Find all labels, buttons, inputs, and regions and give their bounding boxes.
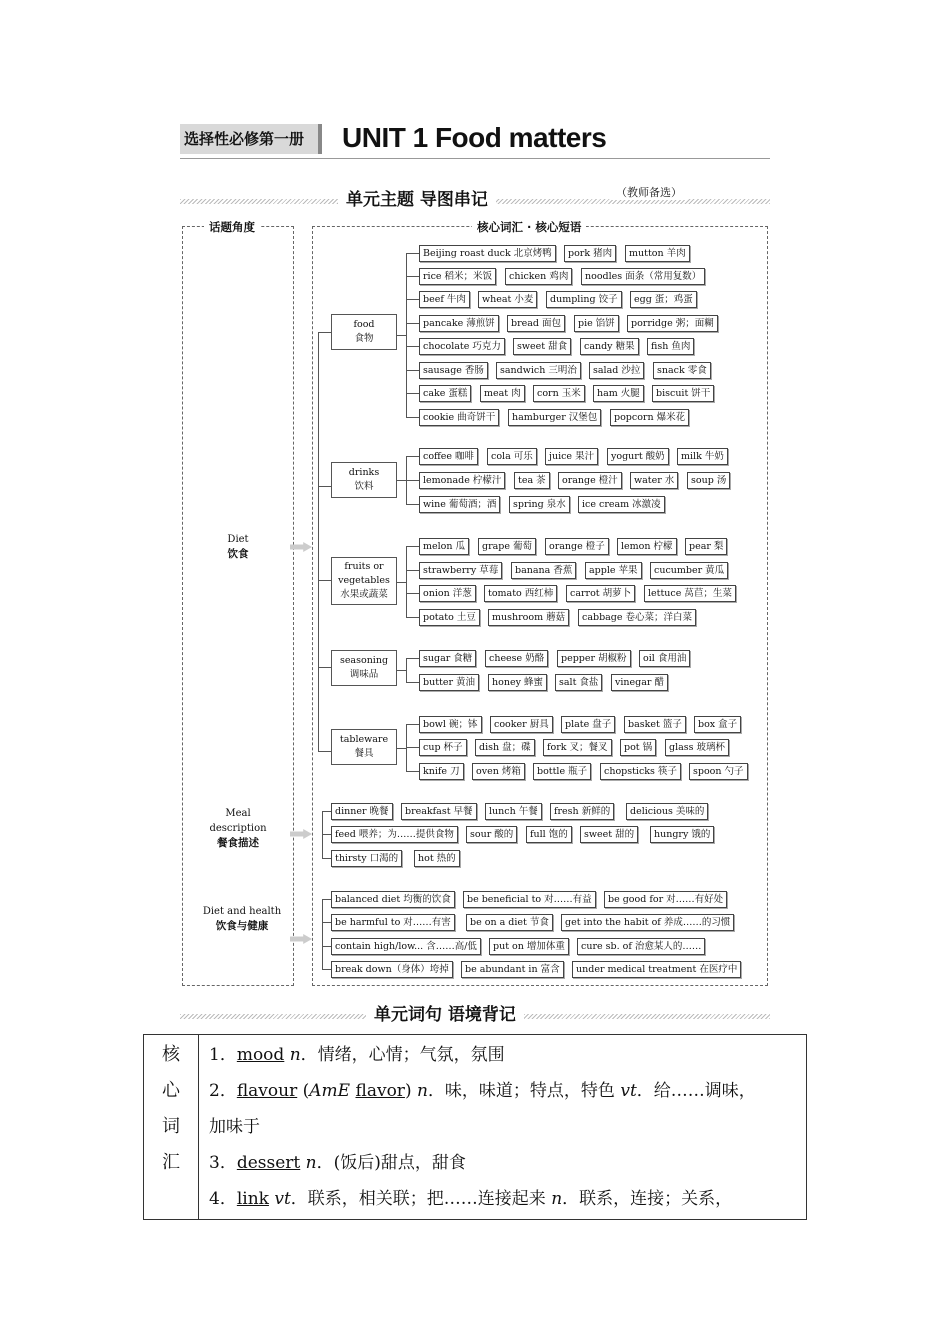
word-box: tea 茶 <box>514 472 550 489</box>
headword: dessert <box>236 1153 301 1173</box>
row-tick <box>406 393 419 394</box>
word-box: dumpling 饺子 <box>546 291 622 308</box>
word-box: full 饱的 <box>526 826 572 843</box>
word-box: lemon 柠檬 <box>617 538 677 555</box>
row-tick <box>322 834 331 835</box>
word-box: biscuit 饼干 <box>652 385 714 402</box>
category-zh: 食物 <box>354 333 374 344</box>
word-box: milk 牛奶 <box>677 448 728 465</box>
category-drinks <box>331 462 397 498</box>
word-box: orange 橙子 <box>545 538 609 555</box>
word-box: bowl 碗；钵 <box>419 716 482 733</box>
word-box: pear 梨 <box>685 538 727 555</box>
connector <box>397 670 406 671</box>
word-box: cooker 厨具 <box>490 716 553 733</box>
category-tableware <box>331 729 397 765</box>
row-tick <box>406 593 419 594</box>
meal-bracket <box>322 812 323 858</box>
category-seasoning <box>331 650 397 686</box>
word-box: box 盒子 <box>694 716 741 733</box>
bracket-tick <box>318 580 331 581</box>
topic-panel-label: 话题角度 <box>204 219 260 235</box>
headword: mood <box>236 1045 285 1065</box>
word-box: cucumber 黄瓜 <box>650 562 728 579</box>
category-zh: 调味品 <box>349 669 379 680</box>
word-box: oil 食用油 <box>639 650 690 667</box>
section1-heading <box>338 185 496 210</box>
word-box: sandwich 三明治 <box>496 362 581 379</box>
vocab-table <box>143 1034 807 1220</box>
section2-heading <box>366 1000 524 1025</box>
word-box: knife 刀 <box>419 763 464 780</box>
headword: flavour <box>236 1081 298 1101</box>
word-box: be good for 对……有好处 <box>604 891 727 908</box>
vocab-entries <box>199 1035 807 1220</box>
word-box: plate 盘子 <box>561 716 615 733</box>
word-box: feed 喂养；为……提供食物 <box>331 826 458 843</box>
word-box: lunch 午餐 <box>485 803 542 820</box>
word-box: ice cream 冰激凌 <box>578 496 665 513</box>
row-tick <box>406 546 419 547</box>
row-tick <box>322 858 331 859</box>
word-box: fresh 新鲜的 <box>550 803 614 820</box>
word-box: juice 果汁 <box>545 448 598 465</box>
word-box: pie 馅饼 <box>574 315 619 332</box>
side-char: 心 <box>162 1080 180 1101</box>
word-box: sweet 甜食 <box>513 338 571 355</box>
word-box: hungry 饿的 <box>650 826 714 843</box>
word-box: fork 叉；餐叉 <box>543 739 612 756</box>
word-box: popcorn 爆米花 <box>610 409 689 426</box>
row-tick <box>406 771 419 772</box>
topic-en: Meal description <box>209 808 267 834</box>
word-box: thirsty 口渴的 <box>331 850 402 867</box>
row-tick <box>406 480 419 481</box>
row-tick <box>322 922 331 923</box>
category-en: tableware <box>339 734 389 745</box>
word-box: Beijing roast duck 北京烤鸭 <box>419 245 556 262</box>
side-char: 汇 <box>162 1152 180 1173</box>
book-badge: 选择性必修第一册 <box>180 124 322 154</box>
word-box: oven 烤箱 <box>472 763 525 780</box>
word-box: spring 泉水 <box>509 496 570 513</box>
word-box: pork 猪肉 <box>564 245 616 262</box>
row-tick <box>406 658 419 659</box>
word-box: snack 零食 <box>653 362 711 379</box>
word-box: egg 蛋；鸡蛋 <box>630 291 697 308</box>
row-tick <box>406 253 419 254</box>
word-box: delicious 美味的 <box>626 803 708 820</box>
word-box: wine 葡萄酒；酒 <box>419 496 500 513</box>
word-box: chicken 鸡肉 <box>505 268 572 285</box>
row-tick <box>406 724 419 725</box>
word-box: banana 香蕉 <box>511 562 576 579</box>
vocab-entry: 2．flavour (AmE flavor) n．味，味道；特点，特色 vt．给……调味， <box>209 1081 756 1101</box>
topic-zh: 饮食与健康 <box>215 920 269 932</box>
unit-title: UNIT 1 Food matters <box>342 122 607 153</box>
row-tick <box>406 747 419 748</box>
category-zh: 餐具 <box>354 748 374 759</box>
word-box: soup 汤 <box>687 472 730 489</box>
vocab-panel-label: 核心词汇 · 核心短语 <box>472 219 586 235</box>
row-tick <box>322 811 331 812</box>
word-box: ham 火腿 <box>593 385 644 402</box>
category-food <box>331 314 397 350</box>
word-box: salad 沙拉 <box>589 362 644 379</box>
section2-title: 单元词句 语境背记 <box>366 1005 524 1025</box>
word-box: dish 盘；碟 <box>475 739 535 756</box>
word-box: hot 热的 <box>414 850 460 867</box>
row-tick <box>406 504 419 505</box>
word-box: glass 玻璃杯 <box>665 739 729 756</box>
health-bracket <box>322 899 323 969</box>
word-box: cake 蛋糕 <box>419 385 471 402</box>
row-tick <box>406 617 419 618</box>
category-zh: 饮料 <box>354 481 374 492</box>
word-box: be harmful to 对……有害 <box>331 914 455 931</box>
side-char: 词 <box>162 1116 180 1137</box>
word-group-bracket <box>406 658 407 682</box>
word-box: carrot 胡萝卜 <box>566 585 635 602</box>
word-box: yogurt 酸奶 <box>607 448 669 465</box>
word-box: sour 酸的 <box>466 826 517 843</box>
word-box: under medical treatment 在医疗中 <box>572 961 741 978</box>
row-tick <box>406 570 419 571</box>
word-box: water 水 <box>630 472 678 489</box>
word-box: be beneficial to 对……有益 <box>463 891 596 908</box>
word-box: wheat 小麦 <box>478 291 537 308</box>
word-box: strawberry 草莓 <box>419 562 502 579</box>
word-box: melon 瓜 <box>419 538 469 555</box>
word-box: corn 玉米 <box>533 385 585 402</box>
word-box: lemonade 柠檬汁 <box>419 472 505 489</box>
word-box: break down（身体）垮掉 <box>331 961 453 978</box>
word-box: honey 蜂蜜 <box>488 674 547 691</box>
word-box: rice 稻米；米饭 <box>419 268 496 285</box>
word-box: breakfast 早餐 <box>401 803 477 820</box>
header-divider <box>180 158 770 159</box>
vocab-entry: 4．link vt．联系，相关联；把……连接起来 n．联系，连接；关系， <box>209 1189 733 1209</box>
word-box: cookie 曲奇饼干 <box>419 409 499 426</box>
topic-en: Diet and health <box>202 906 282 917</box>
word-box: tomato 西红柿 <box>484 585 557 602</box>
vocab-entry: 3．dessert n．(饭后)甜点，甜食 <box>209 1153 466 1173</box>
bracket-tick <box>318 486 331 487</box>
word-box: chocolate 巧克力 <box>419 338 505 355</box>
topic-zh: 饮食 <box>227 548 249 560</box>
word-box: sugar 食糖 <box>419 650 476 667</box>
category-en: food <box>353 319 375 330</box>
word-box: sausage 香肠 <box>419 362 488 379</box>
word-box: apple 苹果 <box>585 562 642 579</box>
word-box: noodles 面条（常用复数） <box>581 268 705 285</box>
vocab-side-label <box>144 1035 199 1220</box>
word-group-bracket <box>406 546 407 617</box>
word-box: be abundant in 富含 <box>461 961 564 978</box>
bracket-tick <box>318 667 331 668</box>
connector <box>397 582 406 583</box>
word-box: hamburger 汉堡包 <box>508 409 601 426</box>
row-tick <box>406 299 419 300</box>
word-box: vinegar 醋 <box>611 674 668 691</box>
category-zh: 水果或蔬菜 <box>340 589 388 600</box>
word-box: basket 篮子 <box>624 716 686 733</box>
word-box: salt 食盐 <box>555 674 602 691</box>
row-tick <box>406 682 419 683</box>
row-tick <box>322 969 331 970</box>
word-box: coffee 咖啡 <box>419 448 478 465</box>
word-box: fish 鱼肉 <box>647 338 694 355</box>
topic-zh: 餐食描述 <box>217 837 259 849</box>
word-box: beef 牛肉 <box>419 291 470 308</box>
row-tick <box>322 946 331 947</box>
word-box: be on a diet 节食 <box>466 914 553 931</box>
word-box: candy 糖果 <box>580 338 639 355</box>
headword: link <box>236 1189 269 1209</box>
word-box: butter 黄油 <box>419 674 479 691</box>
word-box: spoon 勺子 <box>689 763 748 780</box>
category-en: seasoning <box>339 655 389 666</box>
word-box: balanced diet 均衡的饮食 <box>331 891 455 908</box>
row-tick <box>406 456 419 457</box>
row-tick <box>406 323 419 324</box>
word-box: contain high/low... 含……高/低 <box>331 938 481 955</box>
word-box: grape 葡萄 <box>478 538 536 555</box>
word-box: potato 土豆 <box>419 609 480 626</box>
bracket-tick <box>318 332 331 333</box>
row-tick <box>406 346 419 347</box>
word-box: porridge 粥；面糊 <box>627 315 718 332</box>
word-box: bottle 瓶子 <box>533 763 591 780</box>
word-box: cheese 奶酪 <box>485 650 548 667</box>
connector <box>397 480 406 481</box>
word-box: bread 面包 <box>507 315 565 332</box>
row-tick <box>322 899 331 900</box>
word-box: pot 锅 <box>620 739 656 756</box>
word-box: cup 杯子 <box>419 739 467 756</box>
topic-diet <box>186 532 290 562</box>
connector <box>397 748 406 749</box>
row-tick <box>406 370 419 371</box>
connector <box>397 335 406 336</box>
side-char: 核 <box>162 1044 180 1065</box>
category-en: fruits or vegetables <box>338 561 390 586</box>
topic-meal <box>196 806 280 851</box>
word-box: sweet 甜的 <box>580 826 638 843</box>
word-box: orange 橙汁 <box>558 472 622 489</box>
word-box: cola 可乐 <box>487 448 537 465</box>
word-box: pepper 胡椒粉 <box>557 650 631 667</box>
topic-en: Diet <box>227 534 249 545</box>
word-box: pancake 薄煎饼 <box>419 315 499 332</box>
word-box: meat 肉 <box>480 385 525 402</box>
word-box: cure sb. of 治愈某人的…… <box>577 938 705 955</box>
word-box: lettuce 莴苣；生菜 <box>644 585 736 602</box>
word-box: dinner 晚餐 <box>331 803 393 820</box>
vocab-entry: 1．mood n．情绪，心情；气氛，氛围 <box>209 1045 505 1065</box>
word-box: cabbage 卷心菜；洋白菜 <box>578 609 696 626</box>
bracket-tick <box>318 751 331 752</box>
row-tick <box>406 276 419 277</box>
diet-bracket <box>318 332 319 752</box>
topic-panel <box>182 226 294 986</box>
word-box: get into the habit of 养成……的习惯 <box>561 914 734 931</box>
word-box: onion 洋葱 <box>419 585 476 602</box>
section1-title: 单元主题 导图串记 <box>338 190 496 210</box>
section1-note: （教师备选） <box>612 184 686 200</box>
word-box: mushroom 蘑菇 <box>488 609 569 626</box>
vocab-entry-cont: 加味于 <box>209 1117 260 1137</box>
topic-health <box>200 904 284 934</box>
word-box: chopsticks 筷子 <box>600 763 681 780</box>
row-tick <box>406 417 419 418</box>
word-box: put on 增加体重 <box>489 938 569 955</box>
word-box: mutton 羊肉 <box>625 245 690 262</box>
category-en: drinks <box>348 467 380 478</box>
category-fruits <box>331 557 397 605</box>
